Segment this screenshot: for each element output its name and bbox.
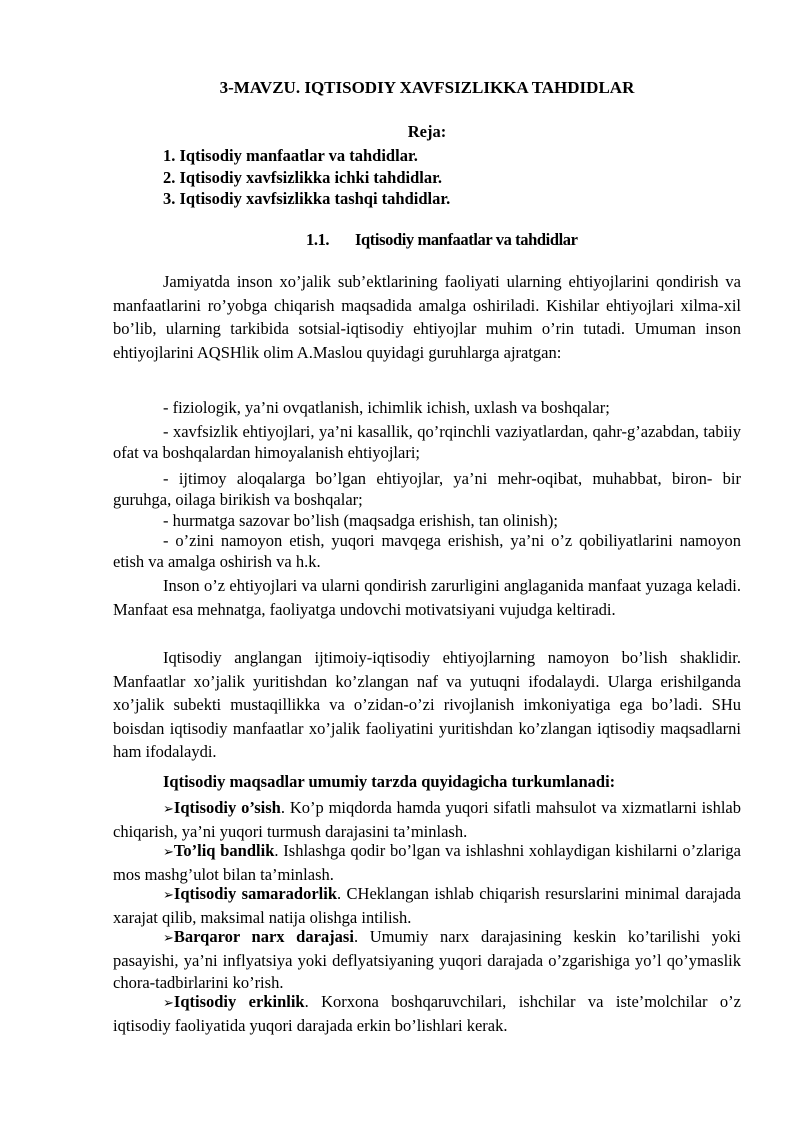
plan-item: 2. Iqtisodiy xavfsizlikka ichki tahdidlar. <box>163 167 443 187</box>
arrow-bullet-icon: ➢ <box>163 931 174 946</box>
list-item-dash: - o’zini namoyon etish, yuqori mavqega erishish, ya’ni o’z qobiliyatlarini namoyon etish va amalga oshirish va h.k. <box>113 531 741 571</box>
list-item-dash <box>113 511 741 531</box>
goal-item <box>113 797 741 843</box>
goal-text: . CHeklangan ishlab chiqarish resurslarini minimal darajada xarajat qilib, maksimal natija olishga intilish. <box>113 884 741 927</box>
arrow-bullet-icon: ➢ <box>163 996 174 1011</box>
arrow-bullet-icon: ➢ <box>163 888 174 903</box>
goal-text: . Umumiy narx darajasining keskin ko’tarilishi yoki pasayishi, ya’ni inflyatsiya yoki deflyatsiyaning yuqori darajada o’zgarishiga yo’l qo’ymaslik chora-tadbirlarini ko’rish. <box>113 927 741 992</box>
goal-text: . Korxona boshqaruvchilari, ishchilar va iste’molchilar o’z iqtisodiy faoliyatida yuqori darajada erkin bo’lishlari kerak. <box>113 992 741 1035</box>
section-number: 1.1. <box>306 230 330 249</box>
plan-heading: Reja: <box>407 122 447 141</box>
list-item-dash <box>113 398 741 418</box>
paragraph: Jamiyatda inson xo’jalik sub’ektlarining faoliyati ularning ehtiyojlarini qondirish va manfaatlarini ro’yobga chiqarish maqsadida amalga oshiriladi. Kishilar ehtiyojlari xilma-xil bo’lib, ularning tarkibida sotsial-iqtisodiy ehtiyojlar muhim o’rin tutadi. Umuman inson ehtiyojlarini AQSHlik olim A.Maslou quyidagi guruhlarga ajratgan: <box>113 272 741 362</box>
goals-heading: Iqtisodiy maqsadlar umumiy tarzda quyidagicha turkumlanadi: <box>163 772 616 791</box>
goal-term: To’liq bandlik <box>173 841 275 860</box>
paragraph: Inson o’z ehtiyojlari va ularni qondirish zarurligini anglaganida manfaat yuzaga keladi. Manfaat esa mehnatga, faoliyatga undovchi motivatsiyani vujudga keltiradi. <box>113 576 741 619</box>
plan-item: 3. Iqtisodiy xavfsizlikka tashqi tahdidlar. <box>163 189 451 208</box>
list-item-text: - hurmatga sazovar bo’lish (maqsadga erishish, tan olinish); <box>163 511 558 530</box>
goal-item <box>113 991 741 1037</box>
goal-item <box>113 926 741 994</box>
goal-term: Iqtisodiy erkinlik <box>173 992 305 1011</box>
goal-text: . Ishlashga qodir bo’lgan va ishlashni xohlaydigan kishilarni o’zlariga mos mashg’ulot bilan ta’minlash. <box>113 841 741 884</box>
list-item-dash: - xavfsizlik ehtiyojlari, ya’ni kasallik, qo’rqinchli vaziyatlardan, qahr-g’azabdan, tabiiy ofat va boshqalardan himoyalanish ehtiyojlari; <box>113 422 741 462</box>
plan-list <box>163 145 450 210</box>
goal-item <box>113 883 741 929</box>
goal-term: Iqtisodiy o’sish <box>173 798 281 817</box>
goal-term: Iqtisodiy samaradorlik <box>173 884 337 903</box>
goal-term: Barqaror narx darajasi <box>173 927 354 946</box>
plan-item: 1. Iqtisodiy manfaatlar va tahdidlar. <box>163 146 418 165</box>
goal-text: . Ko’p miqdorda hamda yuqori sifatli mahsulot va xizmatlarni ishlab chiqarish, ya’ni yuqori turmush darajasini ta’minlash. <box>113 798 742 841</box>
paragraph: Iqtisodiy anglangan ijtimoiy-iqtisodiy ehtiyojlarning namoyon bo’lish shaklidir. Manfaatlar xo’jalik yuritishdan ko’zlangan naf va yutuqni ifodalaydi. Ularga erishilganda xo’jalik subekti mustaqillikka va o’zidan-o’zi rivojlanish imkoniyatiga ega bo’ladi. SHu boisdan iqtisodiy manfaatlar xo’jalik faoliyatini yuritishdan ko’zlangan iqtisodiy maqsadlarni ham ifodalaydi. <box>113 648 741 761</box>
list-item-text: - fiziologik, ya’ni ovqatlanish, ichimlik ichish, uxlash va boshqalar; <box>163 398 610 417</box>
section-title: Iqtisodiy manfaatlar va tahdidlar <box>355 230 578 249</box>
document-title: 3-MAVZU. IQTISODIY XAVFSIZLIKKA TAHDIDLAR <box>219 78 635 97</box>
goal-item <box>113 840 741 886</box>
arrow-bullet-icon: ➢ <box>163 845 174 860</box>
list-item-dash: - ijtimoy aloqalarga bo’lgan ehtiyojlar, ya’ni mehr-oqibat, muhabbat, biron- bir guruhga, oilaga birikish va boshqalar; <box>113 469 741 509</box>
arrow-bullet-icon: ➢ <box>163 802 174 817</box>
